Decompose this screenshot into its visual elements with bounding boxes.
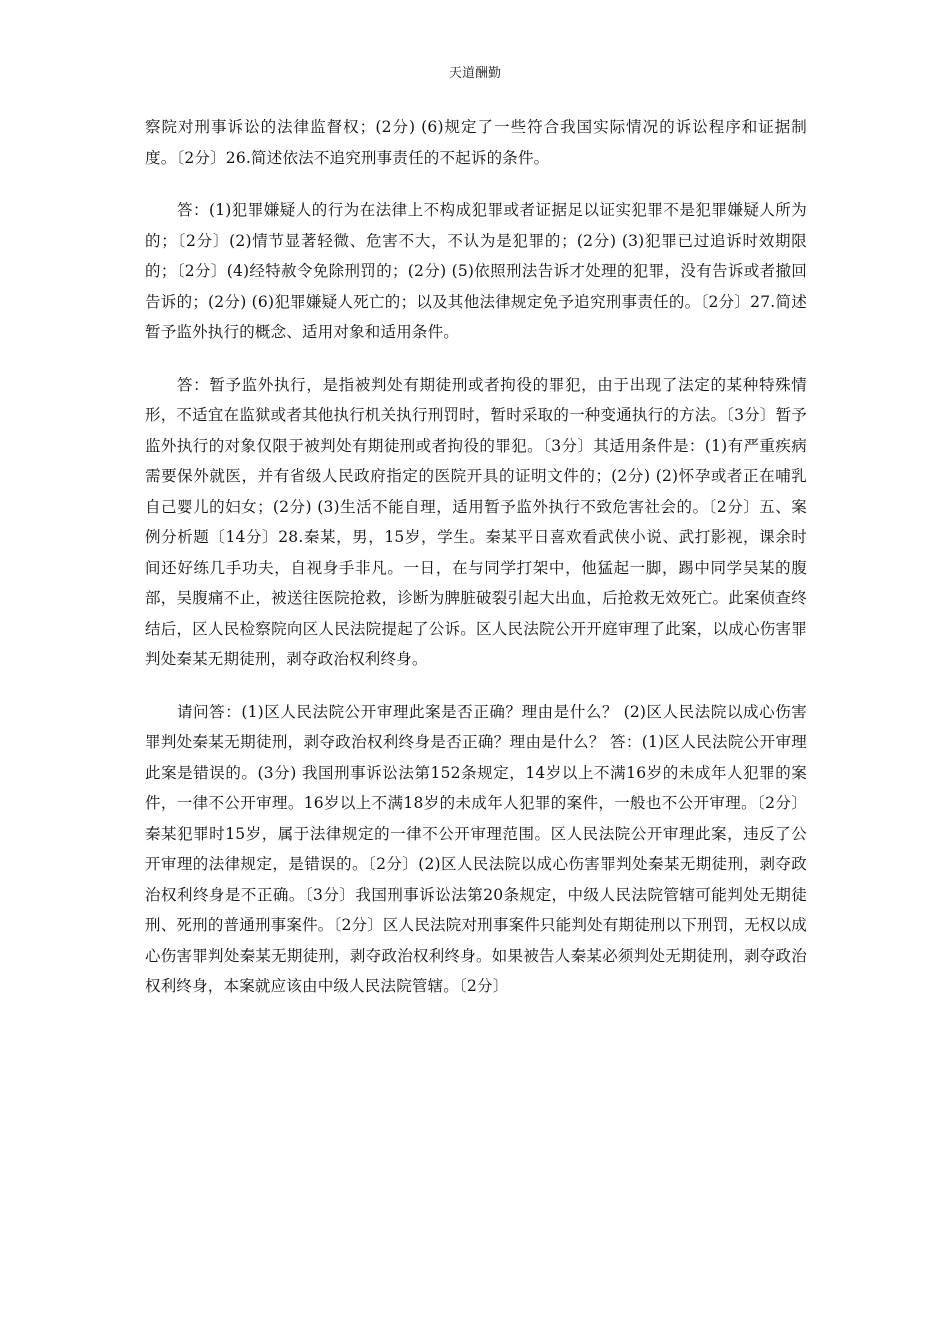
page-header: 天道酬勤 [448, 66, 501, 81]
document-body [145, 112, 807, 1024]
paragraph-2: 答：(1)犯罪嫌疑人的行为在法律上不构成犯罪或者证据足以证实犯罪不是犯罪嫌疑人所为的；〔2分〕(2)情节显著轻微、危害不大，不认为是犯罪的；(2分) (3)犯罪已过追诉时效期限的；〔2分〕(4)经特赦令免除刑罚的；(2分) (5)依照刑法告诉才处理的犯罪，没有告诉或者撤回告诉的；(2分) (6)犯罪嫌疑人死亡的；以及其他法律规定免予追究刑事责任的。〔2分〕27.简述暂予监外执行的概念、适用对象和适用条件。 [145, 201, 807, 341]
paragraph-3: 答：暂予监外执行，是指被判处有期徒刑或者拘役的罪犯，由于出现了法定的某种特殊情形，不适宜在监狱或者其他执行机关执行刑罚时，暂时采取的一种变通执行的方法。〔3分〕暂予监外执行的对象仅限于被判处有期徒刑或者拘役的罪犯。〔3分〕其适用条件是：(1)有严重疾病需要保外就医，并有省级人民政府指定的医院开具的证明文件的；(2分) (2)怀孕或者正在哺乳自己婴儿的妇女；(2分) (3)生活不能自理，适用暂予监外执行不致危害社会的。〔2分〕五、案例分析题〔14分〕28.秦某，男，15岁，学生。秦某平日喜欢看武侠小说、武打影视，课余时间还好练几手功夫，自视身手非凡。一日，在与同学打架中，他猛起一脚，踢中同学吴某的腹部，吴腹痛不止，被送往医院抢救，诊断为脾脏破裂引起大出血，后抢救无效死亡。此案侦查终结后，区人民检察院向区人民法院提起了公诉。区人民法院公开开庭审理了此案，以成心伤害罪判处秦某无期徒刑，剥夺政治权利终身。 [145, 375, 807, 668]
paragraph-4: 请问答：(1)区人民法院公开审理此案是否正确？理由是什么？ (2)区人民法院以成心伤害罪判处秦某无期徒刑，剥夺政治权利终身是否正确？理由是什么？ 答：(1)区人民法院公开审理此案是错误的。(3分) 我国刑事诉讼法第152条规定，14岁以上不满16岁的未成年人犯罪的案件，一律不公开审理。16岁以上不满18岁的未成年人犯罪的案件，一般也不公开审理。〔2分〕秦某犯罪时15岁，属于法律规定的一律不公开审理范围。区人民法院公开审理此案，违反了公开审理的法律规定，是错误的。〔2分〕(2)区人民法院以成心伤害罪判处秦某无期徒刑，剥夺政治权利终身是不正确。〔3分〕我国刑事诉讼法第20条规定，中级人民法院管辖可能判处无期徒刑、死刑的普通刑事案件。〔2分〕区人民法院对刑事案件只能判处有期徒刑以下刑罚，无权以成心伤害罪判处秦某无期徒刑，剥夺政治权利终身。如果被告人秦某必须判处无期徒刑，剥夺政治权利终身，本案就应该由中级人民法院管辖。〔2分〕 [145, 702, 807, 995]
paragraph-1: 察院对刑事诉讼的法律监督权；(2分) (6)规定了一些符合我国实际情况的诉讼程序和证据制度。〔2分〕26.简述依法不追究刑事责任的不起诉的条件。 [145, 118, 807, 167]
